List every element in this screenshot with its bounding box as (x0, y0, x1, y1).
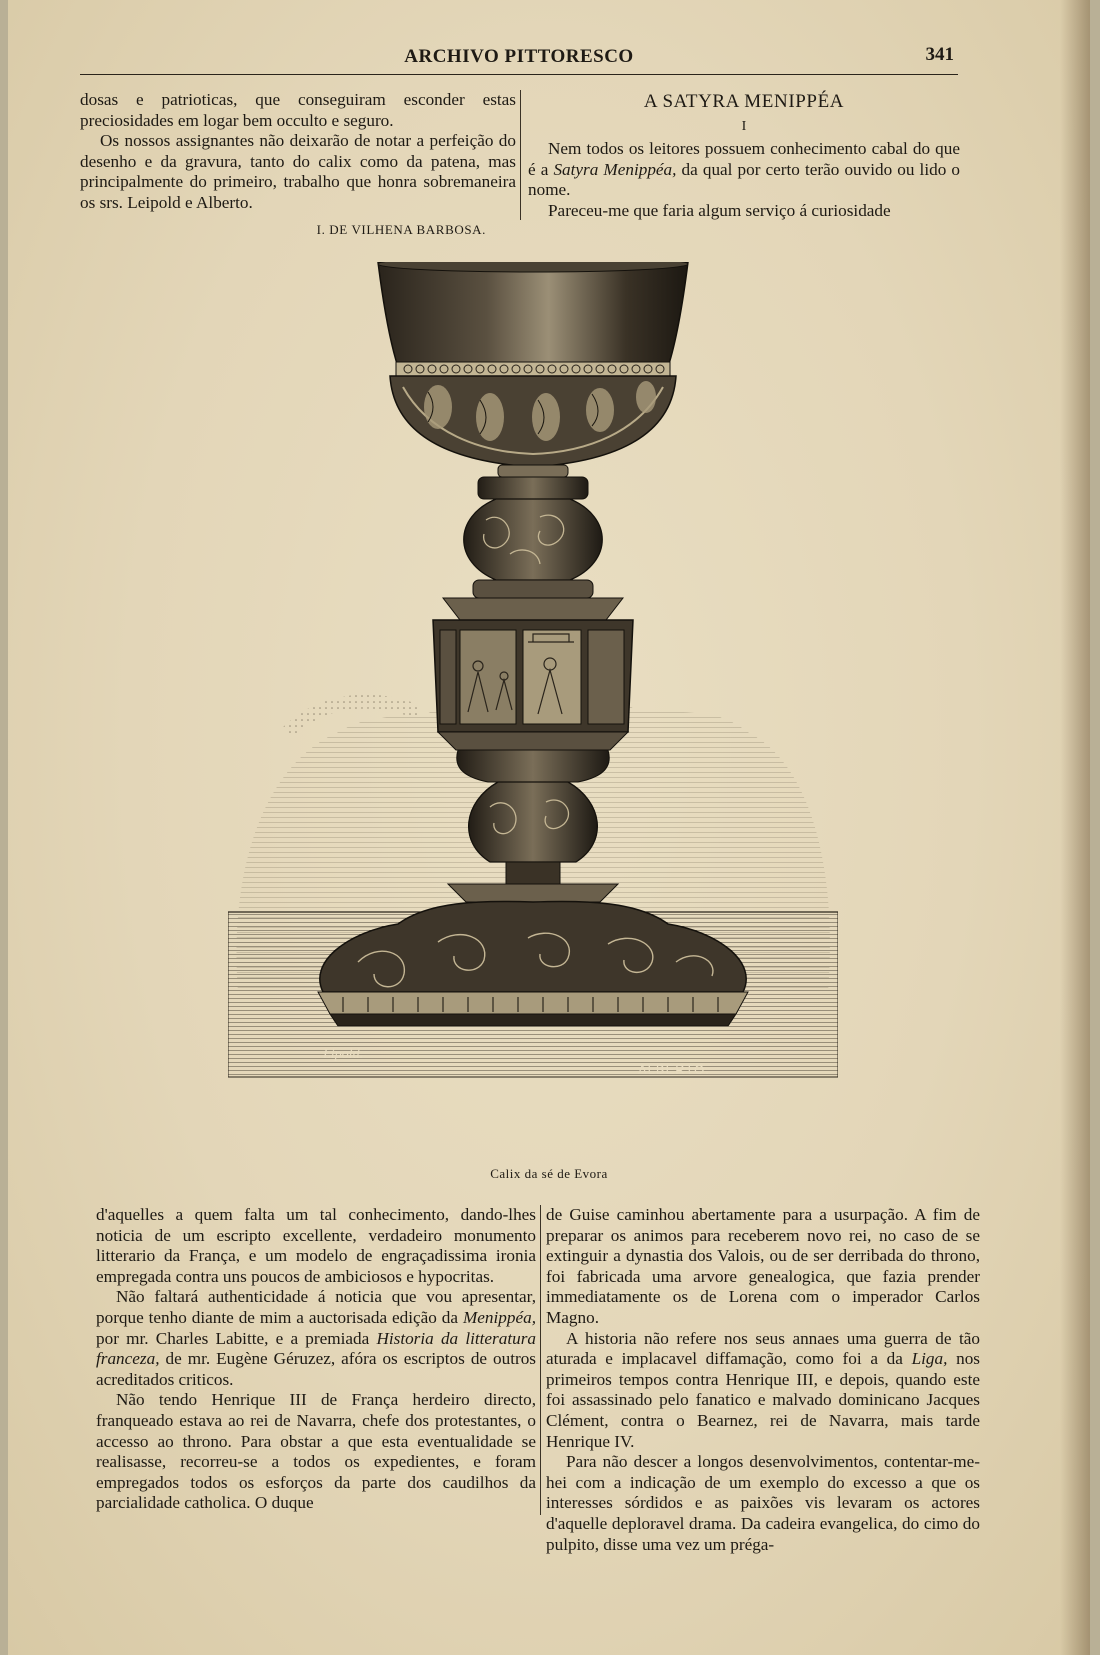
paragraph: dosas e patrioticas, que conseguiram esconder estas preciosidades em logar bem occulto e seguro. (80, 90, 516, 130)
author-signature: I. DE VILHENA BARBOSA. (316, 221, 486, 237)
paragraph: Para não descer a longos desenvolvimentos, contentar-me-hei com a indicação de um exemplo do excesso a que os interesses sórdidos e as paixões vis levaram os actores d'aquelle deploravel drama. Da cadeira evangelica, do cimo do pulpito, disse uma vez um préga- (546, 1452, 980, 1554)
paragraph: de Guise caminhou abertamente para a usurpação. A fim de preparar os animos para receberem novo rei, no caso de se extinguir a dynastia dos Valois, ou de ser derribada do throno, foi fabricada uma arvore genealogica, que fazia prender immediatamente os de Lorena com o imperador Carlos Magno. (546, 1205, 980, 1327)
paragraph: A historia não refere nos seus annaes uma guerra de tão aturada e implacavel diffamação, como foi a da Liga, nos primeiros tempos contra Henrique III, e depois, quando este foi assassinado pelo fanatico e malvado dominicano Jacques Clément, contra o Bearnez, rei de Navarra, mais tarde Henrique IV. (546, 1328, 980, 1451)
page-header (80, 44, 958, 75)
paragraph: Não faltará authenticidade á noticia que vou apresentar, porque tenho diante de mim a auctorisada edição da Menippéa, por mr. Charles Labitte, e a premiada Historia da litteratura franceza, de mr. Eugène Géruzez, afóra os escriptos de outros acreditados criticos. (96, 1287, 536, 1389)
paragraph: Não tendo Henrique III de França herdeiro directo, franqueado estava ao rei de Navarra, chefe dos protestantes, o accesso ao throno. Para obstar a que esta eventualidade se realisasse, recorreu-se a todos os expedientes, e foram empregados todos os esforços da parte dos caudilhos da parcialidade catholica. O duque (96, 1390, 536, 1513)
section-number: I (741, 118, 747, 134)
chalice-icon (228, 262, 838, 1142)
paragraph: Pareceu-me que faria algum serviço á curiosidade (548, 200, 891, 220)
page-number: 341 (925, 44, 954, 65)
chalice-illustration (228, 262, 838, 1142)
column-divider-top (520, 90, 521, 220)
running-title: ARCHIVO PITTORESCO (404, 46, 634, 67)
right-column-top (528, 90, 960, 222)
paragraph: Nem todos os leitores possuem conhecimento cabal do que é a Satyra Menippéa, da qual por certo terão ouvido ou lido o nome. (528, 139, 960, 200)
engraver-signature-right: ALBERTO. (638, 1062, 710, 1077)
column-divider-bottom (540, 1205, 541, 1515)
right-column-bottom (546, 1205, 980, 1555)
left-column-top (80, 90, 516, 240)
left-column-bottom (96, 1205, 536, 1514)
section-title: A SATYRA MENIPPÉA (643, 91, 845, 112)
paragraph: d'aquelles a quem falta um tal conhecimento, dando-lhes noticia de um escripto excellente, verdadeiro monumento litterario da França, e um modelo de engraçadissima ironia empregada contra uns poucos de ambiciosos e hypocritas. (96, 1205, 536, 1286)
paragraph: Os nossos assignantes não deixarão de notar a perfeição do desenho e da gravura, tanto do calix como da patena, mas principalmente do primeiro, trabalho que honra sobremaneira os srs. Leipold e Alberto. (80, 131, 516, 212)
engraver-signature-left: Lipold. (323, 1047, 364, 1062)
page (8, 0, 1090, 1655)
figure-caption: Calix da sé de Evora (490, 1166, 608, 1181)
page-spine-shadow (1060, 0, 1090, 1655)
